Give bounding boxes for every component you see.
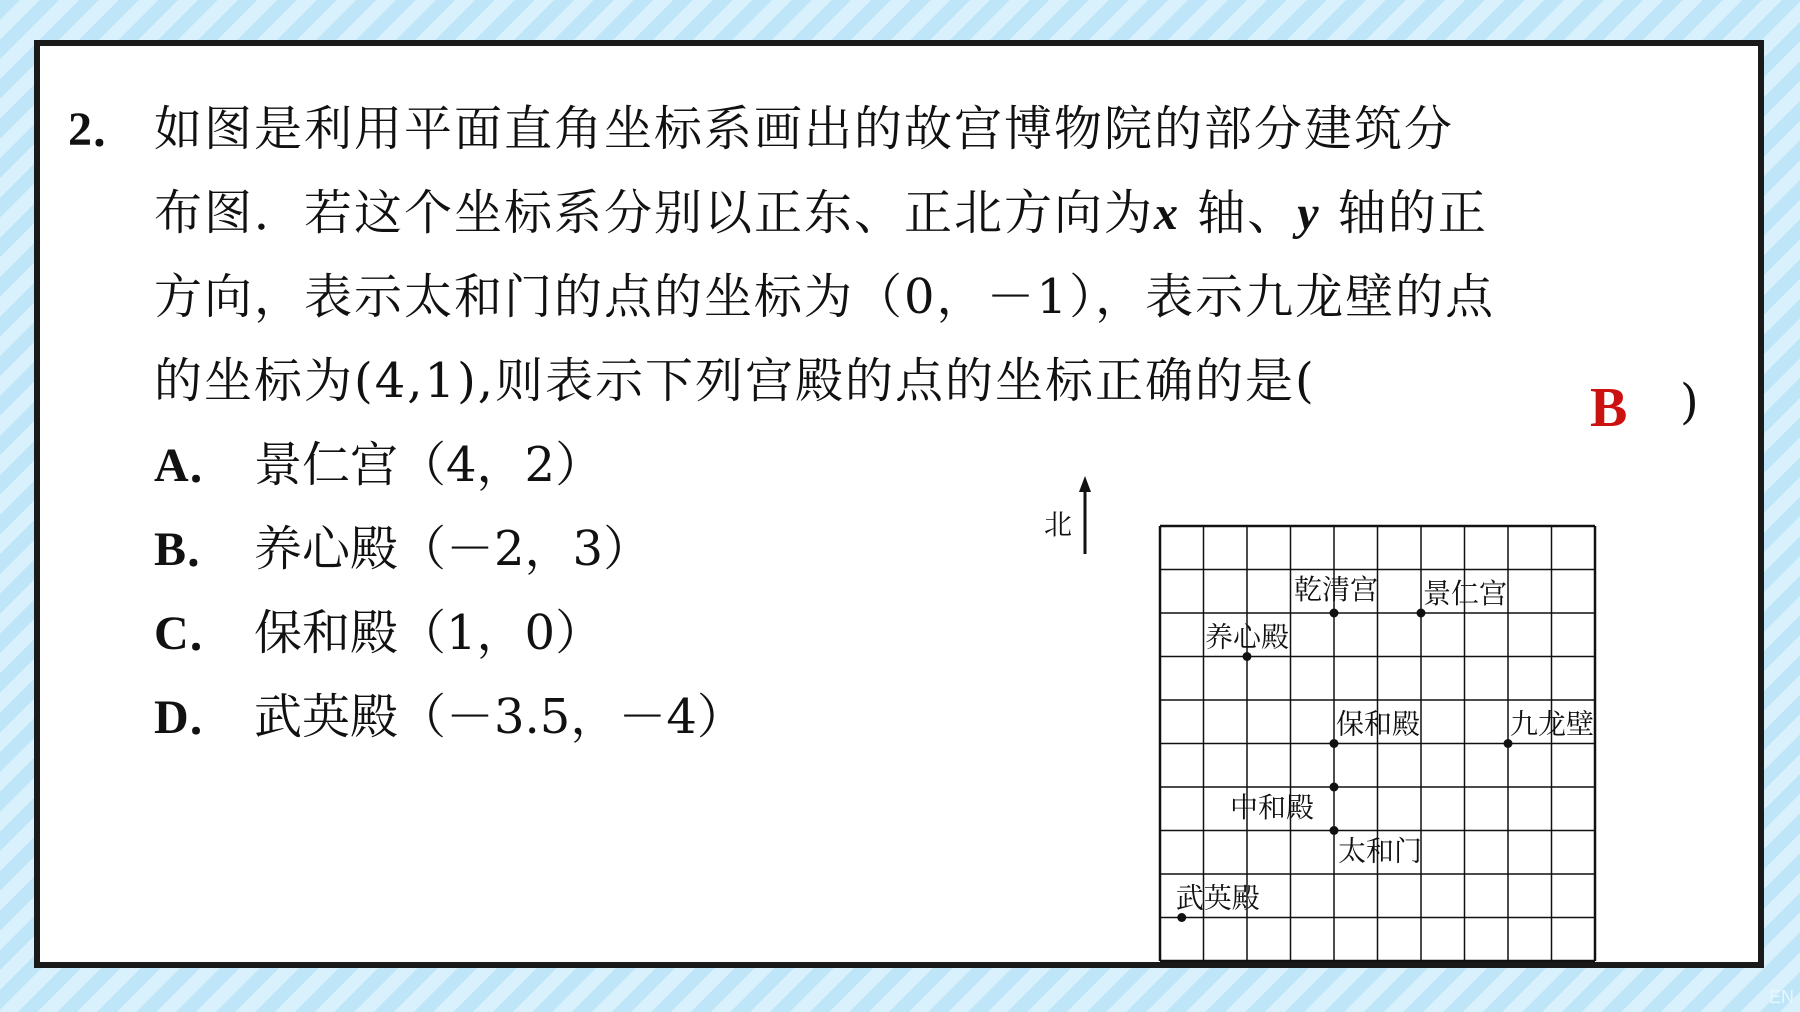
- map-point-label: 乾清宫: [1294, 573, 1379, 606]
- map-point-label: 武英殿: [1175, 881, 1260, 915]
- map-point-label: 养心殿: [1205, 620, 1290, 654]
- var-x: x: [1154, 187, 1181, 240]
- option-c-text: 保和殿（1，0）: [254, 605, 604, 661]
- question-card: [34, 40, 1764, 968]
- palace-map-svg: [1040, 476, 1595, 916]
- map-point-label: 太和门: [1338, 834, 1423, 868]
- option-a: [154, 426, 603, 495]
- var-y: y: [1297, 187, 1321, 240]
- option-a-text: 景仁宫（4，2）: [254, 437, 604, 493]
- map-point-dot: [1330, 783, 1339, 792]
- map-point-label: 九龙壁: [1510, 707, 1595, 741]
- option-c: [154, 594, 603, 663]
- question-line-2a: 布图．若这个坐标系分别以正东、正北方向为: [154, 185, 1155, 241]
- north-arrow-head: [1079, 476, 1091, 492]
- watermark: EN: [1768, 987, 1794, 1007]
- answer-close-paren: ): [1680, 374, 1699, 430]
- question-line-2c: 轴的正: [1337, 185, 1488, 241]
- map-point-label: 景仁宫: [1423, 577, 1508, 610]
- question-number: 2．: [68, 103, 141, 156]
- question-line-2: [154, 174, 1488, 243]
- option-d-text: 武英殿（－3.5，－4）: [254, 689, 745, 745]
- map-point-dot: [1330, 609, 1339, 618]
- option-b: [154, 510, 651, 579]
- option-a-letter: A．: [154, 439, 237, 492]
- option-d: [154, 678, 745, 747]
- option-b-text: 养心殿（－2，3）: [254, 521, 652, 577]
- option-c-letter: C．: [154, 607, 237, 660]
- option-d-letter: D．: [154, 691, 237, 744]
- map-points: [1176, 573, 1594, 922]
- answer-text: B: [1590, 377, 1628, 439]
- question-line-2b: 轴、: [1197, 185, 1298, 241]
- question-line-3: 方向，表示太和门的点的坐标为（0，－1），表示九龙壁的点: [154, 269, 1496, 325]
- option-b-letter: B．: [154, 523, 235, 576]
- north-label: 北: [1044, 508, 1073, 541]
- question-line-4: 的坐标为(4,1),则表示下列宫殿的点的坐标正确的是(: [154, 353, 1316, 409]
- palace-map: [1040, 476, 1595, 920]
- map-point-label: 保和殿: [1336, 707, 1421, 741]
- map-point-label: 中和殿: [1230, 791, 1315, 824]
- north-arrow: [1044, 476, 1091, 554]
- question-line-1: 如图是利用平面直角坐标系画出的故宫博物院的部分建筑分: [154, 101, 1455, 157]
